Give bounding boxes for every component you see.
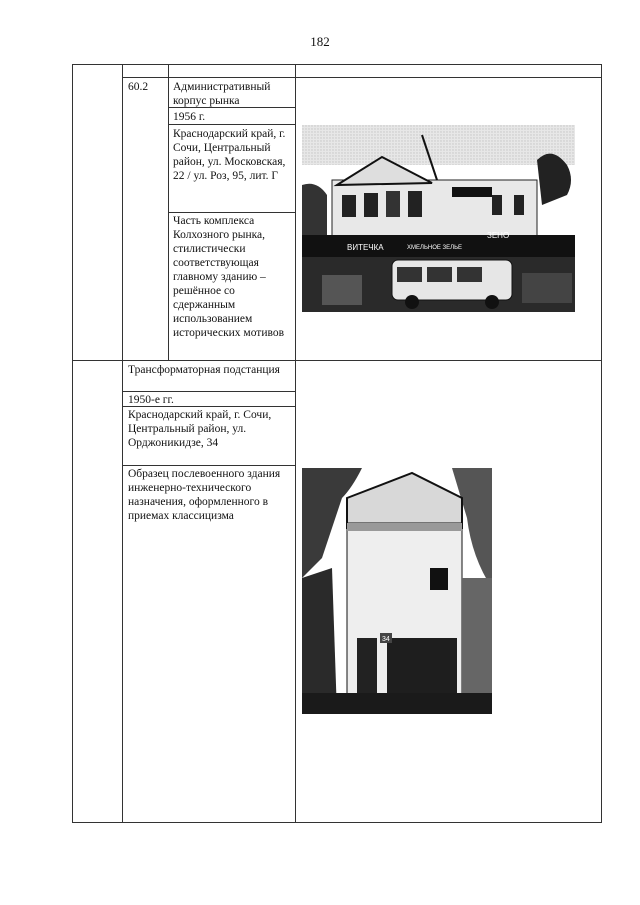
table-right-border [601,64,602,823]
cell-divider [168,124,295,125]
cell-divider [168,212,295,213]
market-building-photo [302,125,575,312]
sign-pharmacy: ВИТЕЧКА [347,243,384,252]
column-divider [168,64,169,361]
sign-zeno: ЗЕНО [487,231,510,240]
object-name: Административный корпус рынка [173,81,271,107]
object-date: 1956 г. [173,111,206,123]
cell-divider [122,391,295,392]
column-divider [122,64,123,823]
object-address: Краснодарский край, г. Сочи, Центральный район, ул. Орджоникидзе, 34 [128,409,272,449]
substation-photo [302,468,492,714]
object-description: Часть комплекса Колхозного рынка, стилистически соответствующая главному зданию – решённое со сдержанным использованием исторических мотивов [173,215,285,339]
table-top-border [72,64,602,65]
object-date: 1950-е гг. [128,394,174,406]
object-description: Образец послевоенного здания инженерно-технического назначения, оформленного в приемах классицизма [128,468,281,522]
row-divider [72,360,602,361]
object-address: Краснодарский край, г. Сочи, Центральный район, ул. Московская, 22 / ул. Роз, 95, лит. Г [173,128,286,182]
table-header-line [122,77,602,78]
sign-hmelnoe: ХМЕЛЬНОЕ ЗЕЛЬЕ [407,245,463,251]
cell-divider [122,465,295,466]
object-number: 60.2 [128,81,149,93]
table-bottom-border [72,822,602,823]
table-left-border [72,64,73,823]
column-divider [295,64,296,823]
house-number-plate: 34 [382,636,390,643]
object-name: Трансформаторная подстанция [128,364,280,376]
page-number: 182 [310,34,330,49]
